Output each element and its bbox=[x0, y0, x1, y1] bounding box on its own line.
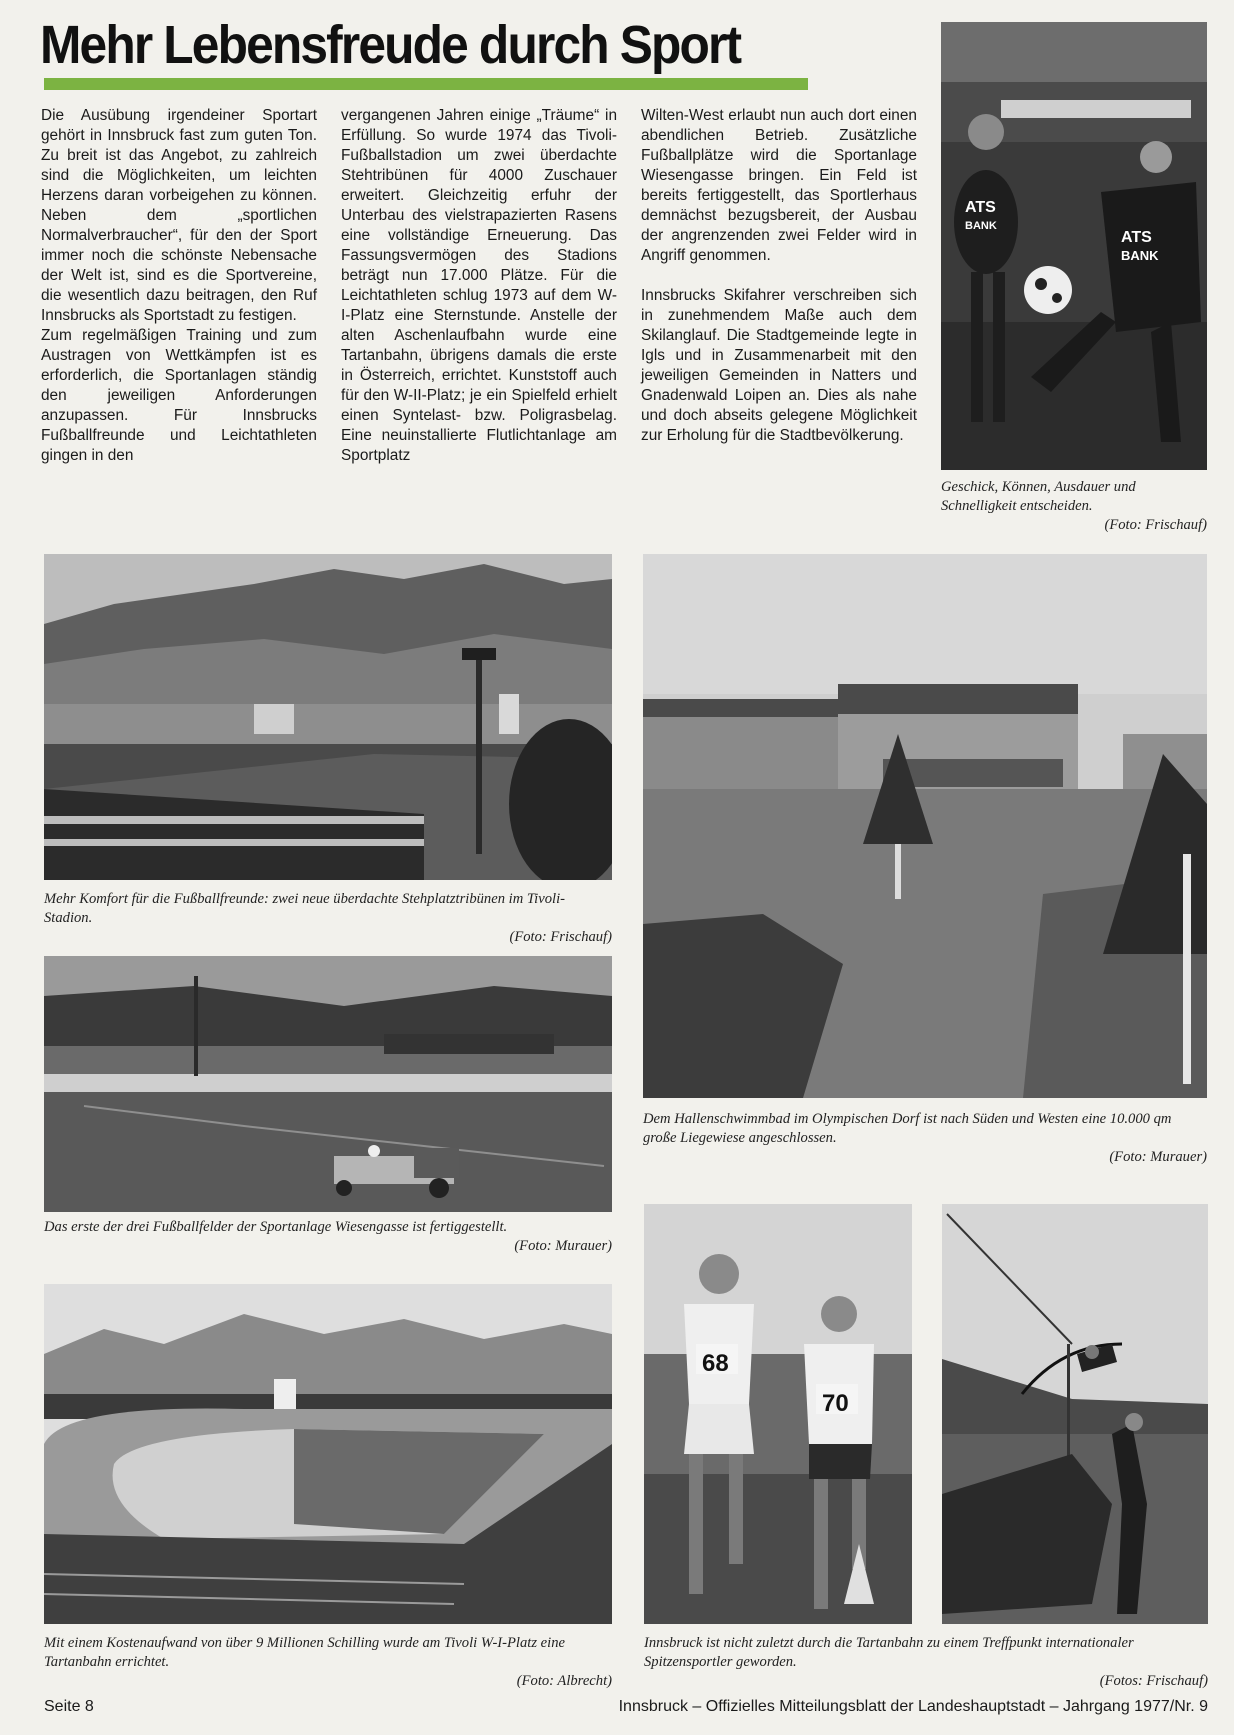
stadium-caption bbox=[44, 890, 612, 947]
pool-caption-text: Dem Hallenschwimmbad im Olympischen Dorf ist nach Süden und Westen eine 10.000 qm große Liegewiese angeschlossen. bbox=[643, 1111, 1172, 1146]
track-photo bbox=[44, 1284, 612, 1624]
jersey-text-ats-1: ATS bbox=[965, 199, 996, 216]
runner-bib-68: 68 bbox=[702, 1350, 729, 1377]
publication-line: Innsbruck – Offizielles Mitteilungsblatt der Landeshauptstadt – Jahrgang 1977/Nr. 9 bbox=[618, 1698, 1208, 1715]
runners-photo bbox=[644, 1204, 912, 1624]
athletes-caption bbox=[644, 1634, 1208, 1691]
stadium-caption-text: Mehr Komfort für die Fußballfreunde: zwei neue überdachte Stehplatztribünen im Tivoli-Stadion. bbox=[44, 891, 565, 926]
article-column-1: Die Ausübung irgendeiner Sportart gehört in Innsbruck fast zum guten Ton. Zu breit ist das Angebot, zu zahlreich sind die Möglichkeiten, um leichten Herzens daran vorbeigehen zu können. Neben dem „sportlichen Normalverbraucher“, für den der Sport immer noch die schönste Nebensache der Welt ist, sind es die Sportvereine, die wesentlich dazu beitragen, den Ruf Innsbrucks als Sportstadt zu festigen. Zum regelmäßigen Training und zum Austragen von Wettkämpfen ist es erforderlich, die Sportanlagen ständig den jeweiligen Anforderungen anzupassen. Für Innsbrucks Fußballfreunde und Leichtathleten gingen in den bbox=[41, 107, 317, 464]
jersey-text-ats-2: ATS bbox=[1121, 229, 1152, 246]
swimming-pool-photo bbox=[643, 554, 1207, 1098]
article-column-2: vergangenen Jahren einige „Träume“ in Erfüllung. So wurde 1974 das Tivoli-Fußballstadion um zwei überdachte Stehtribünen für 4000 Zuschauer erweitert. Gleichzeitig erfuhr der Unterbau des vielstrapazierten Rasens eine vollständige Erneuerung. Das Fassungsvermögen des Stadions beträgt nun 17.000 Plätze. Für die Leichtathleten schlug 1973 auf dem W-I-Platz eine Sternstunde. Anstelle der alten Aschenlaufbahn wurde eine Tartanbahn, übrigens damals die erste in Österreich, errichtet. Kunststoff auch für den W-II-Platz; je ein Spielfeld erhielt einen Syntelast- bzw. Poligrasbelag. Eine neuinstallierte Flutlichtanlage am Sportplatz bbox=[341, 107, 617, 464]
athletes-caption-text: Innsbruck ist nicht zuletzt durch die Tartanbahn zu einem Treffpunkt internationaler Spitzensportler geworden. bbox=[644, 1635, 1134, 1670]
track-caption bbox=[44, 1634, 612, 1691]
athletes-photo-credit: (Fotos: Frischauf) bbox=[1099, 1673, 1208, 1689]
stadium-photo bbox=[44, 554, 612, 880]
football-field-photo bbox=[44, 956, 612, 1212]
football-caption-text: Geschick, Können, Ausdauer und Schnelligkeit entscheiden. bbox=[941, 479, 1136, 514]
track-photo-credit: (Foto: Albrecht) bbox=[516, 1673, 612, 1689]
headline-accent-bar bbox=[44, 78, 808, 90]
field-caption-text: Das erste der drei Fußballfelder der Sportanlage Wiesengasse ist fertiggestellt. bbox=[44, 1219, 508, 1235]
field-photo-credit: (Foto: Murauer) bbox=[514, 1238, 612, 1254]
football-photo-credit: (Foto: Frischauf) bbox=[1104, 517, 1207, 533]
stadium-photo-credit: (Foto: Frischauf) bbox=[509, 929, 612, 945]
article-column-3: Wilten-West erlaubt nun auch dort einen abendlichen Betrieb. Zusätzliche Fußballplätze wird die Sportanlage Wiesengasse bringen. Ein Feld ist bereits fertiggestellt, das Sportlerhaus demnächst bezugsbereit, der Ausbau der angrenzenden zwei Felder wird in Angriff genommen. Innsbrucks Skifahrer verschreiben sich in zunehmendem Maße auch dem Skilanglauf. Die Stadtgemeinde legte in Igls und in Zusammenarbeit mit den jeweiligen Gemeinden in Natters und Gnadenwald Loipen an. Dies als nahe und doch abseits gelegene Möglichkeit zur Erholung für die Stadtbevölkerung. bbox=[641, 107, 917, 444]
pole-vault-photo bbox=[942, 1204, 1208, 1624]
runner-bib-70: 70 bbox=[822, 1390, 849, 1417]
track-caption-text: Mit einem Kostenaufwand von über 9 Millionen Schilling wurde am Tivoli W-I-Platz eine Tartanbahn errichtet. bbox=[44, 1635, 565, 1670]
field-caption bbox=[44, 1218, 612, 1256]
football-caption bbox=[941, 478, 1207, 535]
page-title: Mehr Lebensfreude durch Sport bbox=[40, 15, 741, 75]
jersey-text-bank-1: BANK bbox=[965, 220, 997, 232]
jersey-text-bank-2: BANK bbox=[1121, 248, 1159, 263]
pool-photo-credit: (Foto: Murauer) bbox=[1109, 1149, 1207, 1165]
football-photo bbox=[941, 22, 1207, 470]
pool-caption bbox=[643, 1110, 1207, 1167]
page-number: Seite 8 bbox=[44, 1698, 94, 1715]
